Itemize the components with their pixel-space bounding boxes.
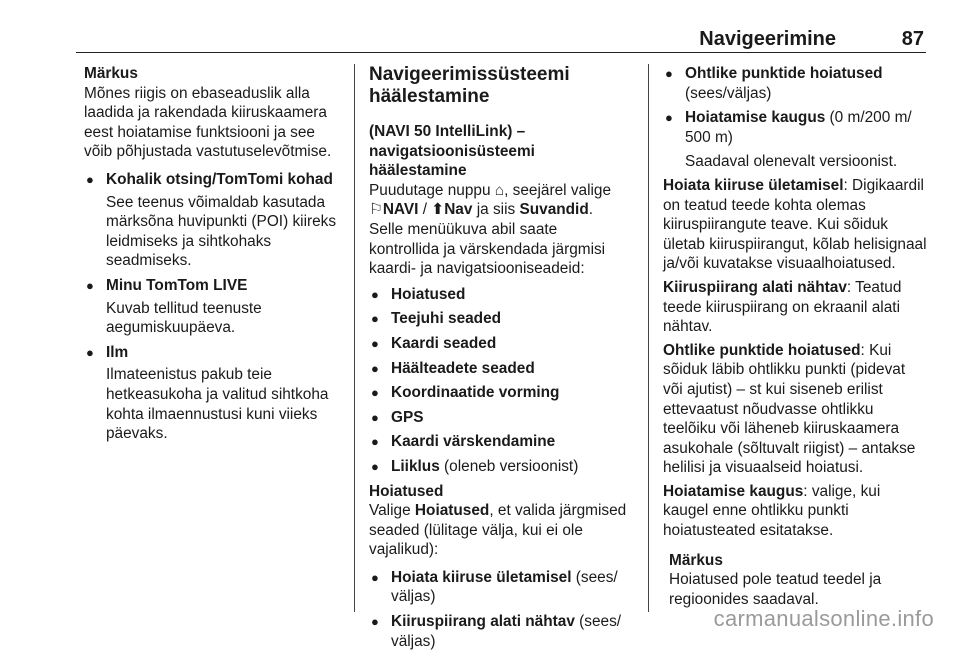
text: / [418, 201, 432, 219]
list-item [369, 612, 631, 651]
note-box [663, 551, 929, 610]
list-item [663, 108, 929, 147]
text: (oleneb versioonist) [439, 457, 579, 475]
text: Puudutage nuppu [369, 181, 495, 199]
text: (sees/väljas) [685, 84, 772, 102]
option-label: Ohtlike punktide hoiatused [685, 65, 883, 82]
page-header [76, 26, 926, 53]
column-left [84, 64, 342, 449]
intro-paragraph [369, 181, 631, 279]
section-title: Navigeerimine [699, 28, 836, 50]
term: Hoiatamise kaugus [663, 482, 804, 500]
option-label: Hoiata kiiruse ületamisel [391, 568, 572, 586]
settings-list [369, 285, 631, 477]
list-item [84, 343, 342, 444]
paragraph [663, 176, 929, 274]
section-heading: Navigeerimissüsteemi häälestamine [369, 64, 570, 107]
text: (sees/ väljas) [391, 613, 622, 650]
subheading: (NAVI 50 IntelliLink) – navigatsioonisüsteemi häälestamine [369, 123, 535, 180]
list-item [84, 276, 342, 338]
note-title: Märkus [84, 65, 138, 82]
flag-icon: ⚐ [369, 201, 383, 219]
watermark: carmanualsonline.info [713, 606, 934, 631]
text: ja siis [472, 201, 520, 219]
liiklus-label: Liiklus [391, 457, 440, 475]
suvandid-label: Suvandid [519, 201, 589, 219]
paragraph [663, 482, 929, 541]
text: (sees/ väljas) [391, 568, 618, 606]
item-desc: Ilmateenistus pakub teie hetkeasukoha ja valitud sihtkoha kohta ilmaennustusi kuni viieks päevaks. [106, 366, 329, 443]
column-right [663, 64, 929, 609]
nav-label: Nav [444, 201, 473, 219]
text: (0 m/200 m/ 500 m) [685, 109, 912, 146]
paragraph [663, 278, 929, 337]
hoiatused-title: Hoiatused [369, 482, 444, 500]
note-title: Märkus [669, 551, 723, 569]
item-title: ● Kohalik otsing/TomTomi kohad [106, 170, 333, 188]
option-label: Kiiruspiirang alati nähtav [391, 613, 575, 631]
paragraph [663, 341, 929, 478]
text: : valige, kui kaugel enne ohtlikku punkti hoiatusteated esitatakse. [663, 482, 881, 540]
column-divider [354, 64, 355, 612]
text: . Selle menüükuva abil saate kontrollida ja värskendada järgmisi kaardi- ja navigatsiooniseadeid: [369, 201, 606, 278]
option-label: Hoiatamise kaugus [685, 109, 826, 127]
column-divider [648, 64, 649, 612]
note-text: Mõnes riigis on ebaseaduslik alla laadida ja rakendada kiiruskaamera eest hoiatamise funktsiooni ja see võib põhjustada vastutuselevõtmise. [84, 84, 332, 161]
nav-arrow-icon: ⬆ [431, 201, 445, 219]
list-item: ● Häälteadete seaded [369, 359, 631, 379]
list-item: ● Kaardi seaded [369, 334, 631, 354]
version-note: Saadaval olenevalt versioonist. [685, 153, 898, 171]
text: : Digikaardil on teatud teede kohta olemas kiiruspiirangute teave. Kui sõiduk ületab kiiruspiirangut, kõlab helisignaal ja/või kuvatakse visuaalhoiatused. [663, 176, 927, 273]
term: Kiiruspiirang alati nähtav [663, 278, 847, 296]
item-desc: See teenus võimaldab kasutada märksõna huvipunkti (POI) kiireks leidmiseks ja sihtkohaks seadmiseks. [106, 193, 337, 270]
text: : Kui sõiduk läbib ohtlikku punkti (pidevat või ajutist) – st kui siseneb erilist ettevaatust nõudvasse ohtlikku teelõiku või läheneb kiiruskaamera asukohale (sõltuvalt riigist) – antakse helilisi ja visuaalseid hoiatusi. [663, 341, 916, 477]
hoiatused-label: Hoiatused [414, 502, 490, 520]
note-text: Hoiatused pole teatud teedel ja regioonides saadaval. [669, 571, 882, 608]
list-item [663, 64, 929, 103]
list-item: ● GPS [369, 408, 631, 428]
list-item: ● Hoiatused [369, 285, 631, 305]
warning-options-list [663, 64, 929, 147]
list-item [369, 457, 631, 477]
feature-list [84, 170, 342, 444]
list-item: ● Teejuhi seaded [369, 309, 631, 329]
warning-options-list [369, 568, 631, 651]
column-middle [369, 64, 631, 656]
text: , et valida järgmised seaded (lülitage välja, kui ei ole vajalikud): [369, 502, 627, 559]
item-title: ● Minu TomTom LIVE [106, 276, 248, 294]
text: Valige [369, 502, 415, 520]
text: , seejärel valige [504, 181, 612, 199]
term: Ohtlike punktide hoiatused [663, 341, 861, 359]
navi-label: NAVI [382, 201, 419, 219]
term: Hoiata kiiruse ületamisel [663, 176, 844, 194]
list-item [369, 568, 631, 607]
item-desc: Kuvab tellitud teenuste aegumiskuupäeva. [106, 299, 262, 337]
list-item: ● Kaardi värskendamine [369, 432, 631, 452]
list-item [84, 170, 342, 271]
hoiatused-paragraph [369, 501, 631, 560]
page-number: 87 [901, 28, 924, 50]
item-title: ● Ilm [106, 343, 129, 361]
text: : Teatud teede kiiruspiirang on ekraanil alati nähtav. [663, 278, 902, 336]
home-icon: ⌂ [494, 181, 505, 199]
list-item: ● Koordinaatide vorming [369, 383, 631, 403]
